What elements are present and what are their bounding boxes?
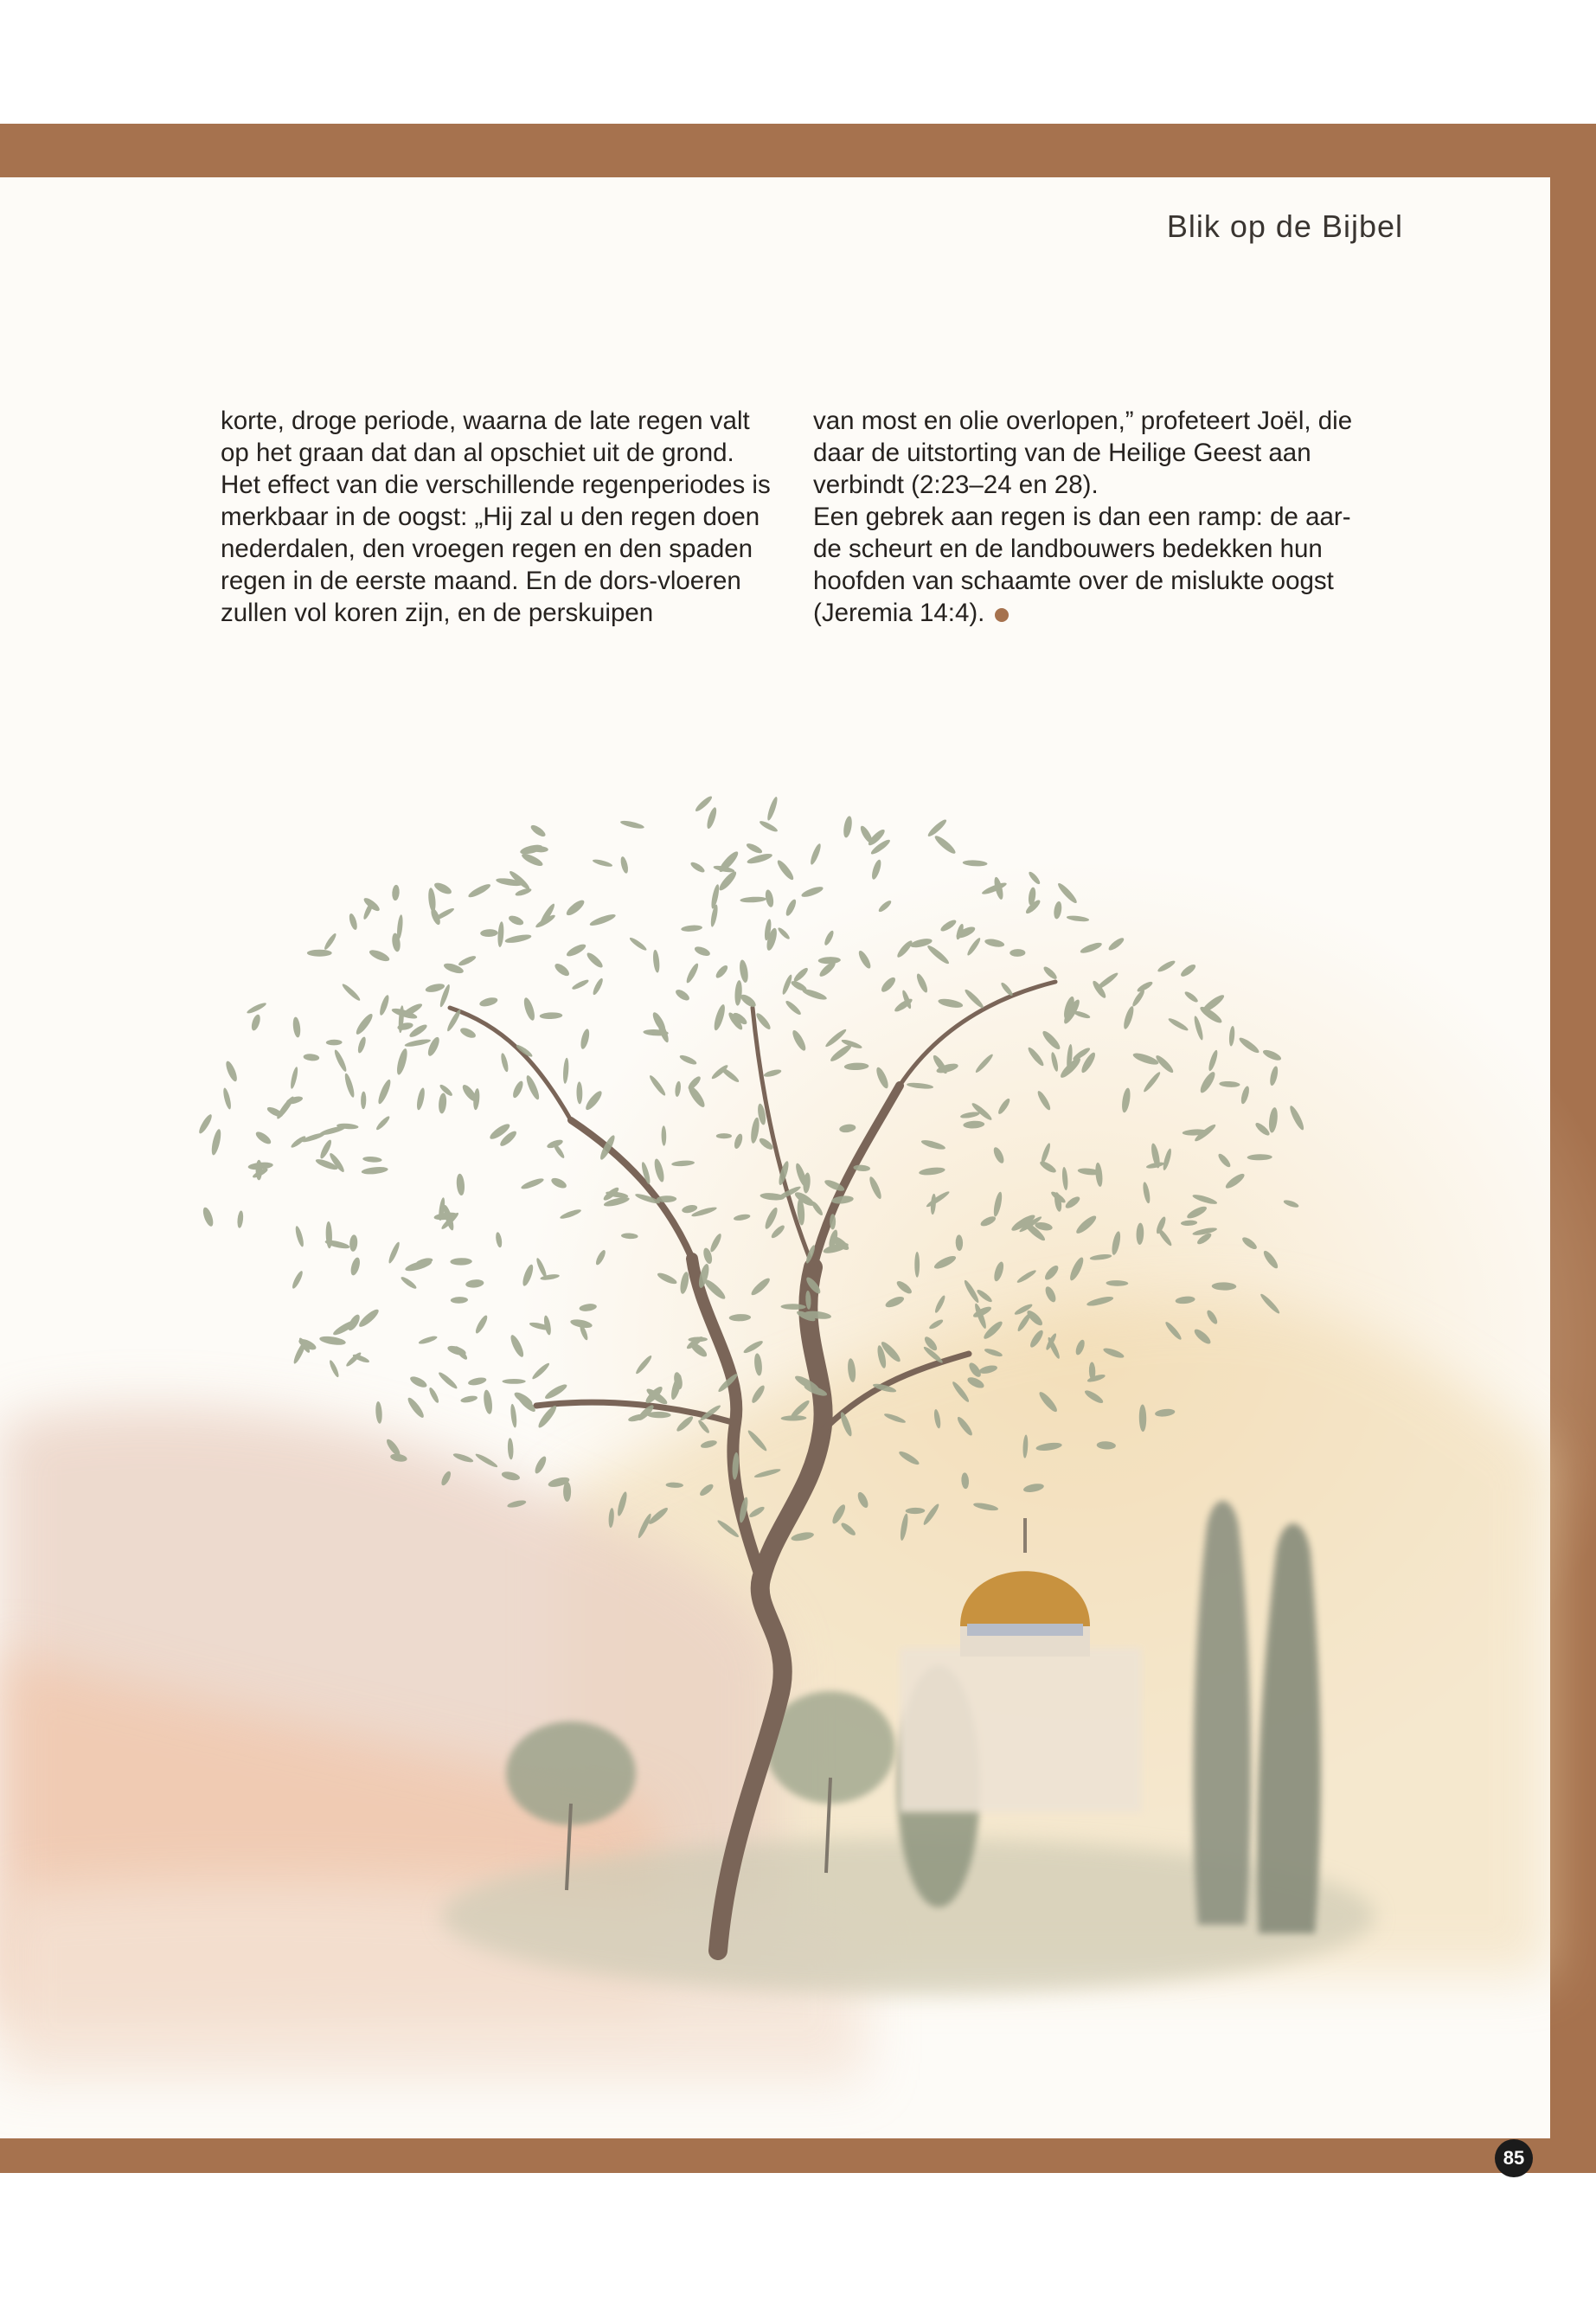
olive-leaf xyxy=(497,921,505,947)
olive-leaf xyxy=(341,982,362,1002)
olive-leaf xyxy=(576,1081,582,1104)
olive-leaf xyxy=(458,1026,477,1040)
olive-leaf xyxy=(427,1387,440,1404)
olive-leaf xyxy=(520,1176,545,1191)
olive-leaf xyxy=(717,869,739,893)
olive-leaf xyxy=(250,1014,262,1032)
olive-leaf xyxy=(716,1133,732,1138)
olive-leaf xyxy=(349,1234,358,1252)
olive-leaf xyxy=(504,933,532,945)
olive-leaf xyxy=(450,1258,472,1266)
olive-leaf xyxy=(503,1379,526,1384)
olive-leaf xyxy=(745,842,763,855)
olive-leaf xyxy=(275,1095,296,1121)
olive-leaf xyxy=(437,1370,458,1390)
olive-leaf xyxy=(511,1080,525,1099)
olive-leaf xyxy=(319,1335,347,1347)
olive-leaf xyxy=(705,806,718,830)
frame-bottom-bar xyxy=(0,2138,1596,2173)
olive-leaf xyxy=(415,1087,426,1111)
olive-leaf xyxy=(404,1259,433,1273)
olive-leaf xyxy=(289,1067,298,1090)
olive-leaf xyxy=(689,861,706,875)
olive-leaf xyxy=(870,859,883,881)
olive-leaf xyxy=(356,1036,368,1054)
olive-leaf xyxy=(291,1270,304,1290)
olive-leaf xyxy=(378,994,391,1016)
olive-leaf xyxy=(224,1060,239,1083)
olive-leaf xyxy=(553,961,571,977)
olive-leaf xyxy=(425,982,445,993)
olive-leaf xyxy=(292,1341,307,1365)
page xyxy=(0,177,1550,2169)
olive-leaf xyxy=(439,1083,454,1098)
running-title: Blik op de Bijbel xyxy=(1166,208,1403,244)
olive-leaf xyxy=(324,1239,350,1250)
olive-leaf xyxy=(759,819,779,833)
olive-leaf xyxy=(592,977,605,997)
olive-leaf xyxy=(221,1087,232,1110)
olive-leaf xyxy=(562,1058,569,1085)
olive-leaf xyxy=(433,881,453,896)
olive-leaf xyxy=(323,932,337,951)
olive-leaf xyxy=(361,1166,388,1176)
olive-leaf xyxy=(478,996,498,1008)
olive-leaf xyxy=(709,904,719,927)
olive-leaf xyxy=(858,824,874,845)
olive-leaf xyxy=(458,954,478,967)
olive-leaf xyxy=(426,1035,441,1057)
olive-leaf xyxy=(508,913,525,926)
olive-leaf xyxy=(294,1225,305,1247)
olive-leaf xyxy=(246,1001,267,1015)
olive-leaf xyxy=(619,819,644,830)
olive-leaf xyxy=(710,884,721,910)
olive-leaf xyxy=(565,942,587,958)
olive-leaf xyxy=(400,1275,418,1291)
olive-leaf xyxy=(392,885,401,901)
olive-leaf xyxy=(210,1128,223,1156)
olive-leaf xyxy=(580,1028,592,1049)
olive-leaf xyxy=(585,951,605,970)
olive-leaf xyxy=(292,1016,302,1038)
olive-leaf xyxy=(628,936,648,952)
olive-leaf xyxy=(564,898,586,918)
olive-leaf xyxy=(515,887,533,897)
olive-leaf xyxy=(467,882,492,900)
olive-leaf xyxy=(451,1297,468,1304)
olive-leaf xyxy=(375,1115,391,1131)
olive-leaf xyxy=(368,948,391,964)
olive-leaf xyxy=(333,1048,349,1073)
olive-leaf xyxy=(445,1009,463,1033)
olive-leaf xyxy=(747,852,773,866)
olive-leaf xyxy=(343,1073,356,1099)
olive-leaf xyxy=(201,1206,215,1227)
olive-leaf xyxy=(328,1359,340,1378)
olive-leaf xyxy=(197,1112,214,1135)
olive-leaf xyxy=(963,860,988,867)
olive-leaf xyxy=(474,1314,490,1335)
olive-leaf xyxy=(465,1279,484,1288)
olive-leaf xyxy=(926,817,948,838)
olive-leaf xyxy=(376,1078,393,1105)
olive-leaf xyxy=(652,950,661,973)
olive-leaf xyxy=(362,1156,382,1163)
olive-leaf xyxy=(588,913,616,928)
olive-leaf xyxy=(694,794,714,813)
olive-leaf xyxy=(933,834,957,856)
paragraph: van most en olie overlopen,” profeteert Joël, die daar de uitstorting van de Heilige Geest aan verbindt (2:23–24 en 28). xyxy=(813,407,1353,499)
olive-leaf xyxy=(254,1130,273,1146)
olive-leaf xyxy=(510,1404,517,1428)
olive-leaf xyxy=(303,1054,319,1062)
olive-leaf xyxy=(563,1482,571,1502)
olive-leaf xyxy=(914,1252,920,1278)
olive-leaf xyxy=(784,898,798,917)
olive-leaf xyxy=(456,1173,465,1195)
olive-leaf xyxy=(843,816,854,839)
olive-leaf xyxy=(809,843,823,866)
olive-leaf xyxy=(483,1389,494,1414)
olive-leaf xyxy=(681,925,702,933)
olive-leaf xyxy=(406,1396,426,1420)
olive-leaf xyxy=(427,888,437,913)
olive-leaf xyxy=(540,1012,563,1020)
olive-leaf xyxy=(404,1038,431,1048)
olive-leaf xyxy=(775,858,796,881)
olive-leaf xyxy=(480,929,498,938)
olive-leaf xyxy=(474,1452,498,1470)
text-column-right xyxy=(813,405,1367,629)
olive-leaf xyxy=(830,1214,836,1229)
olive-leaf xyxy=(354,1012,375,1036)
olive-leaf xyxy=(740,896,766,903)
page-number-badge: 85 xyxy=(1495,2139,1533,2177)
olive-leaf xyxy=(307,950,332,957)
olive-leaf xyxy=(684,962,700,984)
paragraph-with-end-mark xyxy=(813,501,1367,629)
paragraph: korte, droge periode, waarna de late regen valt op het graan dat dan al opschiet uit de grond. Het effect van die verschillende regenperiodes is merkbaar in de oogst: „Hij zal u den regen doen nederdalen, den vroegen regen en den spaden regen in de eerste maand. En de dors-vloeren zullen vol koren zijn, en de perskuipen xyxy=(221,407,771,627)
end-of-article-dot xyxy=(995,608,1009,622)
olive-leaf xyxy=(357,1307,381,1330)
olive-leaf xyxy=(495,1232,503,1248)
olive-leaf xyxy=(467,1376,487,1387)
olive-leaf xyxy=(387,1241,401,1265)
olive-leaf xyxy=(524,1074,542,1101)
olive-leaf xyxy=(693,945,711,958)
olive-leaf xyxy=(237,1210,244,1228)
olive-leaf xyxy=(571,978,590,991)
olive-leaf xyxy=(395,1048,409,1076)
olive-leaf xyxy=(348,913,359,931)
olive-leaf xyxy=(408,1375,428,1389)
text-column-left xyxy=(221,405,774,629)
olive-leaf xyxy=(619,856,630,874)
olive-leaf xyxy=(592,858,612,868)
olive-leaf xyxy=(438,1093,447,1114)
olive-leaf xyxy=(326,1040,343,1046)
paragraph-text: Een gebrek aan regen is dan een ramp: de aar-de scheurt en de landbouwers bedekken hun hoofden van schaamte over de mislukte oogst (Jeremia 14:4). xyxy=(813,503,1351,627)
olive-leaf xyxy=(418,1335,438,1346)
olive-leaf xyxy=(349,1257,362,1277)
olive-leaf xyxy=(500,1053,510,1073)
olive-leaf xyxy=(361,1092,367,1110)
olive-leaf xyxy=(507,1438,514,1460)
olive-leaf xyxy=(375,1401,383,1424)
olive-leaf xyxy=(529,824,548,839)
frame-top-bar xyxy=(0,124,1596,177)
olive-leaf xyxy=(766,796,779,822)
olive-leaf xyxy=(522,997,536,1022)
olive-leaf xyxy=(520,851,544,868)
olive-leaf xyxy=(800,885,824,899)
olive-leaf xyxy=(460,1394,478,1403)
